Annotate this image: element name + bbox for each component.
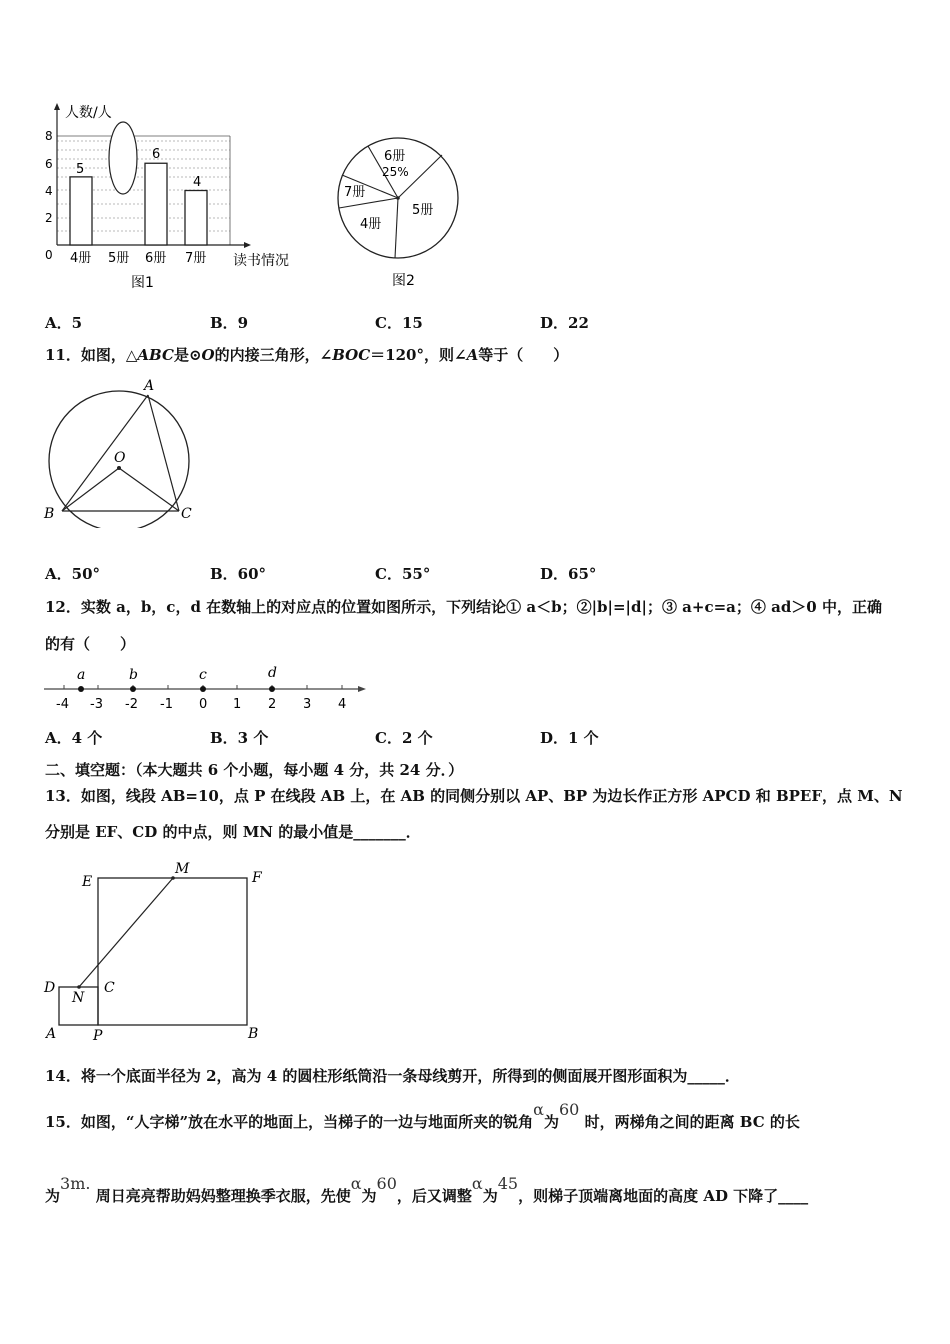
y-tick-label: 8 [45, 129, 53, 143]
alpha-symbol: α [471, 1174, 483, 1193]
section-title: 二、填空题：（本大题共 6 个小题，每小题 4 分，共 24 分．） [45, 761, 464, 779]
point-label-f: F [252, 870, 262, 886]
stem-text: 为 [45, 1187, 61, 1205]
tick-label: -1 [160, 697, 173, 712]
option-b[interactable]: B．3 个 [210, 729, 269, 747]
question-15-line-1 [45, 1100, 800, 1132]
option-a[interactable]: A．50° [45, 565, 101, 583]
square-bpef [98, 878, 247, 1025]
tick-label: -4 [56, 697, 69, 712]
bar-7-ce [185, 191, 207, 246]
pie-chart-figure-2 [330, 130, 470, 295]
pie-slice-label: 7册 [344, 185, 366, 200]
point-label-n: N [72, 990, 85, 1006]
point-label-c: C [181, 506, 192, 522]
stem-var: A [466, 346, 479, 364]
stem-var: ABC [137, 346, 174, 364]
bar-chart-figure-1 [35, 95, 315, 295]
point-label-o: O [114, 450, 126, 466]
question-13-line-1: 13．如图，线段 AB=10，点 P 在线段 AB 上，在 AB 的同侧分别以 AP、BP 为边长作正方形 APCD 和 BPEF，点 M、N [45, 787, 903, 805]
angle-value: 45 [497, 1174, 519, 1193]
y-tick-label: 6 [45, 157, 53, 171]
bar-data-label: 6 [152, 147, 161, 162]
stem-text: 为 [361, 1187, 377, 1205]
tick-label: 2 [268, 697, 277, 712]
stem-text: 等于（ ） [478, 346, 569, 364]
tick-label: 0 [199, 697, 208, 712]
stem-text: 周日亮亮帮助妈妈整理换季衣服，先使 [95, 1187, 351, 1205]
bar-6-ce [145, 163, 167, 245]
stem-text: 是⊙ [173, 346, 202, 364]
question-11-stem [45, 345, 568, 365]
tick-label: 1 [233, 697, 242, 712]
point-label-m: M [175, 861, 190, 877]
angle-value: 60 [558, 1100, 580, 1119]
stem-text: 为 [482, 1187, 498, 1205]
option-d[interactable]: D．1 个 [540, 729, 599, 747]
figure-caption: 图1 [131, 275, 154, 291]
point-label-c: C [104, 980, 115, 996]
option-a[interactable]: A．5 [45, 314, 83, 332]
tick-label: -2 [125, 697, 138, 712]
question-12-line-2: 的有（ ） [45, 635, 136, 653]
bar-data-label: 5 [76, 162, 85, 177]
stem-var: O [201, 346, 215, 364]
point-label-p: P [93, 1028, 103, 1044]
pie-slice-label: 4册 [360, 217, 382, 232]
squares-figure [40, 858, 280, 1044]
option-b[interactable]: B．60° [210, 565, 267, 583]
stem-text: ＝120°，则∠ [370, 346, 467, 364]
alpha-symbol: α [533, 1100, 544, 1119]
pie-slice-label: 5册 [412, 203, 434, 218]
y-tick-label: 4 [45, 184, 53, 198]
figure-caption: 图2 [392, 273, 415, 289]
covered-bar-ellipse [109, 122, 137, 194]
x-tick-label: 7册 [185, 251, 207, 266]
question-12-line-1: 12．实数 a，b，c，d 在数轴上的对应点的位置如图所示，下列结论① a＜b；②|b|=|d|；③ a+c=a；④ ad＞0 中，正确 [45, 598, 882, 616]
option-d[interactable]: D．22 [540, 314, 589, 332]
pie-slice-label: 6册 [384, 149, 406, 164]
alpha-symbol: α [350, 1174, 362, 1193]
x-axis-label: 读书情况 [233, 253, 289, 269]
stem-text: 15．如图，“人字梯”放在水平的地面上，当梯子的一边与地面所夹的锐角 [45, 1113, 534, 1131]
pie-slice-label: 25% [382, 165, 409, 179]
option-c[interactable]: C．15 [375, 314, 423, 332]
point-label-c: c [199, 667, 207, 683]
point-label-a: a [77, 667, 86, 683]
x-tick-label: 6册 [145, 251, 167, 266]
y-axis-label: 人数/人 [65, 105, 112, 121]
x-tick-label: 5册 [108, 251, 130, 266]
stem-text: 11．如图，△ [45, 346, 138, 364]
question-14-text: 14．将一个底面半径为 2，高为 4 的圆柱形纸筒沿一条母线剪开，所得到的侧面展开图形面积为_____． [45, 1067, 740, 1085]
option-b[interactable]: B．9 [210, 314, 249, 332]
option-c[interactable]: C．2 个 [375, 729, 433, 747]
number-line-figure [42, 662, 372, 714]
stem-var: BOC [332, 346, 371, 364]
tick-label: -3 [90, 697, 103, 712]
stem-text: ，后又调整 [396, 1187, 472, 1205]
tick-label: 4 [338, 697, 347, 712]
length-value: 3m. [60, 1174, 91, 1193]
question-13-line-2: 分别是 EF、CD 的中点，则 MN 的最小值是_______． [45, 823, 421, 841]
question-15-line-2 [45, 1174, 809, 1206]
point-label-a: A [46, 1026, 57, 1042]
point-label-d: D [44, 980, 56, 996]
stem-text: 时，两梯角之间的距离 BC 的长 [584, 1113, 800, 1131]
stem-text: 的内接三角形，∠ [214, 346, 333, 364]
point-label-b: B [44, 506, 55, 522]
y-tick-label: 2 [45, 211, 53, 225]
point-label-b: b [129, 667, 138, 683]
point-label-e: E [82, 874, 93, 890]
point-label-a: A [144, 378, 155, 394]
x-tick-label: 4册 [70, 251, 92, 266]
stem-text: ，则梯子顶端离地面的高度 AD 下降了____ [518, 1187, 809, 1205]
tick-label: 3 [303, 697, 312, 712]
segment-mn [79, 878, 173, 987]
point-label-b: B [248, 1026, 259, 1042]
y-tick-label: 0 [45, 248, 53, 262]
option-c[interactable]: C．55° [375, 565, 431, 583]
bar-4-ce [70, 177, 92, 245]
angle-value: 60 [376, 1174, 397, 1193]
stem-text: 为 [543, 1113, 559, 1131]
circle-triangle-figure [38, 378, 208, 528]
option-d[interactable]: D．65° [540, 565, 597, 583]
option-a[interactable]: A．4 个 [45, 729, 103, 747]
point-label-d: d [268, 665, 277, 681]
bar-data-label: 4 [193, 175, 202, 190]
